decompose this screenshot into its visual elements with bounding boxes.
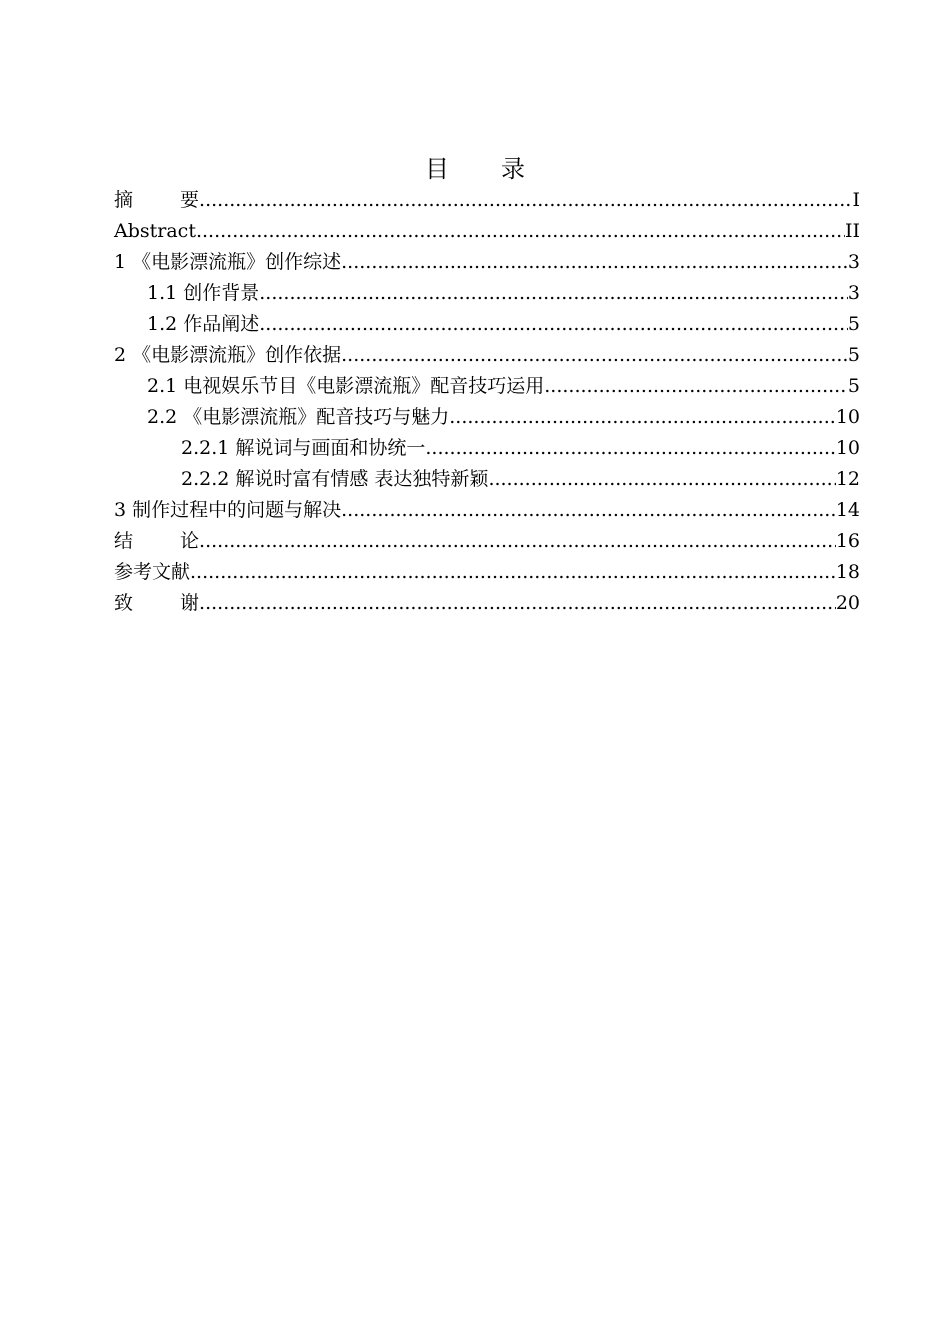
toc-entry-label: 2.2 《电影漂流瓶》配音技巧与魅力 (147, 406, 450, 428)
toc-entry-conclusion[interactable] (114, 526, 860, 557)
toc-leader-dots (199, 185, 852, 216)
toc-entry-label: 致 谢 (114, 592, 200, 614)
toc-entry-abstract-en[interactable] (114, 216, 860, 247)
toc-entry-acknowledgements[interactable] (114, 588, 860, 619)
toc-entry-section-2-2[interactable] (114, 402, 860, 433)
toc-entry-references[interactable] (114, 557, 860, 588)
toc-leader-dots (488, 464, 835, 495)
toc-entry-label: 2.2.1 解说词与画面和协统一 (181, 437, 426, 459)
toc-entry-page: 5 (847, 344, 860, 366)
toc-entry-chapter-3[interactable] (114, 495, 860, 526)
toc-list (114, 185, 860, 619)
toc-entry-label: 2.1 电视娱乐节目《电影漂流瓶》配音技巧运用 (147, 375, 545, 397)
toc-leader-dots (259, 309, 848, 340)
toc-title (0, 152, 950, 186)
toc-entry-label: 参考文献 (114, 561, 191, 583)
toc-leader-dots (190, 557, 836, 588)
toc-entry-label: 1 《电影漂流瓶》创作综述 (114, 251, 342, 273)
toc-leader-dots (341, 340, 848, 371)
toc-entry-page: 5 (847, 375, 860, 397)
toc-entry-label: 2.2.2 解说时富有情感 表达独特新颖 (181, 468, 489, 490)
toc-leader-dots (199, 588, 836, 619)
toc-title-char: 录 (501, 155, 525, 183)
toc-title-char: 目 (425, 155, 449, 183)
toc-entry-page: 20 (835, 592, 860, 614)
toc-entry-section-2-2-2[interactable] (114, 464, 860, 495)
toc-leader-dots (196, 216, 845, 247)
toc-entry-section-1-1[interactable] (114, 278, 860, 309)
toc-leader-dots (199, 526, 836, 557)
toc-entry-page: 5 (847, 313, 860, 335)
toc-leader-dots (341, 247, 848, 278)
toc-entry-abstract-cn[interactable] (114, 185, 860, 216)
toc-leader-dots (449, 402, 836, 433)
toc-entry-page: 3 (847, 251, 860, 273)
toc-entry-page: 10 (835, 437, 860, 459)
toc-entry-page: 3 (847, 282, 860, 304)
toc-entry-page: 16 (835, 530, 860, 552)
toc-entry-section-2-2-1[interactable] (114, 433, 860, 464)
toc-entry-label: 1.1 创作背景 (147, 282, 260, 304)
toc-entry-chapter-1[interactable] (114, 247, 860, 278)
toc-entry-label: 2 《电影漂流瓶》创作依据 (114, 344, 342, 366)
toc-entry-section-2-1[interactable] (114, 371, 860, 402)
toc-leader-dots (341, 495, 836, 526)
toc-entry-label: 结 论 (114, 530, 200, 552)
toc-leader-dots (544, 371, 848, 402)
toc-entry-page: II (844, 220, 860, 242)
toc-entry-label: Abstract (114, 220, 196, 242)
toc-entry-page: 14 (835, 499, 860, 521)
toc-entry-label: 1.2 作品阐述 (147, 313, 260, 335)
toc-leader-dots (425, 433, 835, 464)
toc-leader-dots (259, 278, 848, 309)
toc-entry-label: 3 制作过程中的问题与解决 (114, 499, 342, 521)
toc-entry-page: 10 (835, 406, 860, 428)
toc-entry-section-1-2[interactable] (114, 309, 860, 340)
toc-entry-page: I (852, 189, 860, 211)
toc-entry-page: 12 (835, 468, 860, 490)
toc-entry-chapter-2[interactable] (114, 340, 860, 371)
toc-entry-page: 18 (835, 561, 860, 583)
toc-entry-label: 摘 要 (114, 189, 200, 211)
